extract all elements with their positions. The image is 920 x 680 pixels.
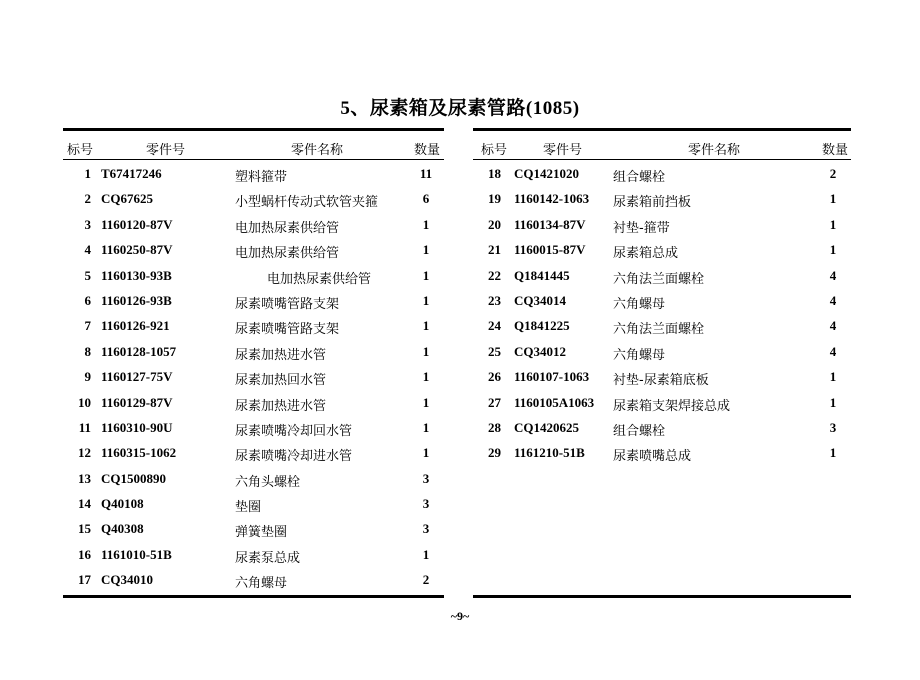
- table-row: [63, 238, 444, 263]
- table-row: [63, 492, 444, 517]
- row-number: 9: [84, 369, 91, 385]
- quantity: 3: [422, 496, 430, 512]
- part-number: CQ1420625: [514, 419, 579, 435]
- table-row: [63, 187, 444, 212]
- quantity: 1: [422, 292, 430, 308]
- row-number: 28: [488, 419, 501, 435]
- part-name: 尿素泵总成: [235, 550, 301, 566]
- part-name: 六角法兰面螺栓: [613, 322, 705, 338]
- row-number: 26: [488, 369, 501, 385]
- part-name: 六角螺母: [235, 576, 288, 592]
- part-name: 尿素加热回水管: [235, 373, 327, 389]
- part-number: 1160142-1063: [514, 191, 590, 207]
- page-number: ~9~: [450, 609, 470, 623]
- table-row: [63, 264, 444, 289]
- part-name: 六角法兰面螺栓: [613, 271, 705, 287]
- table-row: [63, 391, 444, 416]
- part-name: 尿素喷嘴总成: [613, 449, 692, 465]
- table-row: [63, 441, 444, 466]
- table-row: [473, 264, 851, 289]
- part-name: 尿素喷嘴冷却进水管: [235, 449, 353, 465]
- part-number: CQ34012: [514, 343, 566, 359]
- header-qty: 数量: [414, 142, 441, 157]
- table-row: [473, 340, 851, 365]
- page-title: 5、尿素箱及尿素管路(1085): [340, 98, 580, 119]
- part-name: 塑料箍带: [235, 170, 288, 185]
- row-number: 29: [488, 445, 501, 461]
- table-bottom-rule: [473, 595, 851, 598]
- part-name: 尿素箱前挡板: [613, 195, 692, 211]
- table-row: [63, 467, 444, 492]
- row-number: 24: [488, 318, 501, 334]
- row-number: 17: [78, 572, 91, 588]
- part-name: 尿素喷嘴冷却回水管: [235, 423, 353, 439]
- quantity: 4: [829, 267, 837, 283]
- table-header: [63, 131, 444, 159]
- part-number: 1160120-87V: [101, 216, 173, 232]
- part-number: 1160129-87V: [101, 394, 173, 410]
- row-number: 3: [84, 216, 91, 232]
- part-number: 1160128-1057: [101, 343, 177, 359]
- quantity: 1: [422, 242, 430, 258]
- table-row: [63, 517, 444, 542]
- part-name: 尿素喷嘴管路支架: [235, 322, 340, 338]
- row-number: 2: [84, 191, 91, 207]
- part-name: 组合螺栓: [613, 423, 666, 439]
- quantity: 2: [422, 572, 430, 588]
- quantity: 4: [829, 343, 837, 359]
- part-name: 组合螺栓: [613, 170, 666, 185]
- quantity: 1: [422, 419, 430, 435]
- row-number: 5: [84, 267, 91, 283]
- part-name: 尿素加热进水管: [235, 398, 327, 414]
- part-name: 电加热尿素供给管: [235, 246, 340, 262]
- table-body: [63, 160, 444, 595]
- row-number: 14: [78, 496, 91, 512]
- header-qty: 数量: [822, 142, 849, 157]
- row-number: 13: [78, 470, 91, 486]
- quantity: 1: [829, 394, 837, 410]
- part-number: 1161210-51B: [514, 445, 585, 461]
- part-number: 1160310-90U: [101, 419, 173, 435]
- part-number: CQ1500890: [101, 470, 166, 486]
- row-number: 12: [78, 445, 91, 461]
- table-row: [473, 416, 851, 441]
- part-name: 弹簧垫圈: [235, 525, 288, 541]
- part-number: 1160315-1062: [101, 445, 177, 461]
- row-number: 6: [84, 292, 91, 308]
- row-number: 15: [78, 521, 91, 537]
- part-number: Q1841445: [514, 267, 570, 283]
- quantity: 11: [419, 166, 433, 181]
- part-name: 六角螺母: [613, 296, 666, 312]
- part-number: CQ34010: [101, 572, 153, 588]
- quantity: 1: [422, 445, 430, 461]
- quantity: 1: [422, 369, 430, 385]
- header-no: 标号: [67, 142, 94, 157]
- part-name: 衬垫-尿素箱底板: [613, 373, 709, 389]
- row-number: 22: [488, 267, 501, 283]
- quantity: 3: [829, 419, 837, 435]
- part-number: 1160127-75V: [101, 369, 173, 385]
- quantity: 4: [829, 318, 837, 334]
- parts-table-right: [473, 128, 851, 598]
- part-number: T67417246: [101, 166, 162, 181]
- part-number: 1160126-921: [101, 318, 170, 334]
- part-number: Q40308: [101, 521, 144, 537]
- part-name: 尿素喷嘴管路支架: [235, 296, 340, 312]
- row-number: 8: [84, 343, 91, 359]
- row-number: 10: [78, 394, 91, 410]
- row-number: 27: [488, 394, 501, 410]
- header-no: 标号: [481, 142, 508, 157]
- part-name: 尿素箱总成: [613, 246, 679, 262]
- part-number: 1161010-51B: [101, 546, 172, 562]
- part-number: CQ34014: [514, 292, 566, 308]
- header-part-no: 零件号: [543, 142, 583, 157]
- table-row: [63, 543, 444, 568]
- part-number: CQ1421020: [514, 166, 579, 181]
- table-body: [473, 160, 851, 595]
- table-row: [473, 391, 851, 416]
- row-number: 1: [84, 166, 91, 181]
- row-number: 11: [78, 419, 91, 435]
- table-header: [473, 131, 851, 159]
- quantity: 1: [829, 369, 837, 385]
- part-name: 尿素加热进水管: [235, 347, 327, 363]
- header-name: 零件名称: [291, 142, 344, 157]
- row-number: 19: [488, 191, 501, 207]
- table-row: [63, 213, 444, 238]
- row-number: 4: [84, 242, 91, 258]
- table-row: [63, 365, 444, 390]
- table-row: [473, 162, 851, 187]
- part-number: 1160105A1063: [514, 394, 595, 410]
- part-name: 小型蜗杆传动式软管夹箍: [235, 195, 379, 211]
- quantity: 1: [422, 343, 430, 359]
- part-name: 衬垫-箍带: [613, 220, 670, 236]
- table-row: [473, 187, 851, 212]
- part-number: 1160107-1063: [514, 369, 590, 385]
- quantity: 3: [422, 470, 430, 486]
- quantity: 1: [422, 216, 430, 232]
- part-name: 六角螺母: [613, 347, 666, 363]
- quantity: 1: [829, 191, 837, 207]
- quantity: 1: [829, 445, 837, 461]
- row-number: 7: [84, 318, 91, 334]
- table-row: [63, 568, 444, 593]
- part-number: Q1841225: [514, 318, 570, 334]
- table-row: [63, 314, 444, 339]
- quantity: 1: [422, 394, 430, 410]
- row-number: 25: [488, 343, 501, 359]
- quantity: 1: [422, 318, 430, 334]
- part-name: 尿素箱支架焊接总成: [613, 398, 731, 414]
- part-name: 电加热尿素供给管: [267, 271, 372, 287]
- part-number: 1160130-93B: [101, 267, 172, 283]
- table-row: [473, 238, 851, 263]
- table-row: [63, 162, 444, 187]
- row-number: 23: [488, 292, 501, 308]
- part-number: 1160250-87V: [101, 242, 173, 258]
- part-number: 1160134-87V: [514, 216, 586, 232]
- part-number: Q40108: [101, 496, 144, 512]
- quantity: 6: [422, 191, 430, 207]
- table-row: [63, 289, 444, 314]
- table-row: [473, 213, 851, 238]
- quantity: 3: [422, 521, 430, 537]
- part-number: CQ67625: [101, 191, 153, 207]
- table-row: [473, 289, 851, 314]
- row-number: 16: [78, 546, 91, 562]
- row-number: 21: [488, 242, 501, 258]
- table-row: [63, 340, 444, 365]
- quantity: 1: [422, 546, 430, 562]
- quantity: 1: [829, 242, 837, 258]
- quantity: 4: [829, 292, 837, 308]
- table-bottom-rule: [63, 595, 444, 598]
- part-name: 电加热尿素供给管: [235, 220, 340, 236]
- quantity: 1: [829, 216, 837, 232]
- header-name: 零件名称: [688, 142, 741, 157]
- part-name: 垫圈: [235, 500, 262, 516]
- part-name: 六角头螺栓: [235, 474, 301, 490]
- table-row: [473, 314, 851, 339]
- header-part-no: 零件号: [146, 142, 186, 157]
- row-number: 18: [488, 166, 501, 181]
- quantity: 2: [829, 166, 837, 181]
- part-number: 1160015-87V: [514, 242, 586, 258]
- table-row: [473, 365, 851, 390]
- table-row: [63, 416, 444, 441]
- table-row: [473, 441, 851, 466]
- row-number: 20: [488, 216, 501, 232]
- parts-table-left: [63, 128, 444, 598]
- part-number: 1160126-93B: [101, 292, 172, 308]
- quantity: 1: [422, 267, 430, 283]
